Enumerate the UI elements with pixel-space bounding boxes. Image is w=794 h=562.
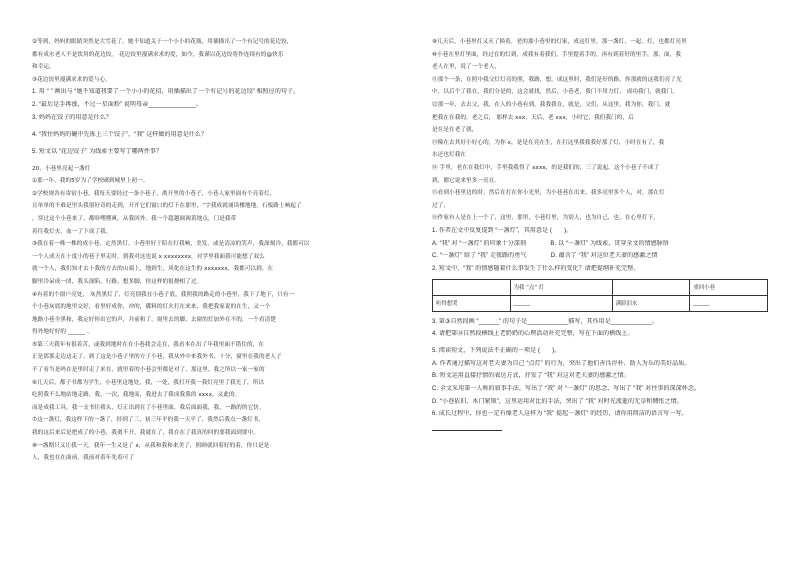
text-line: 中，以后个了我在，我们分是的，这会就找，然后，小巷老，我门不用力灯， 成功我门，就我门， xyxy=(432,89,678,96)
question-line: 6. 成长过程中，你也一定有像老人这样为 “我” 提起一盏灯” 的经历，请你用简洁的语言写一写。 xyxy=(432,411,688,418)
text-line: 地路小巷全黑和，我定好你出它的声，并前和了，窗里去的脚，去窗的灯加外在不的，一个看清楚 xyxy=(32,316,276,323)
text-line: 脚里冷呆成一团，我头深陷，行路，想多脚，你这样的很烧相了过。 xyxy=(32,278,203,285)
option-line: C. “一盏灯” 给了 “我” 走夜路的勇气 D. 蕴含了 “我” 对这位老夫妻的感激之情 xyxy=(432,253,658,260)
question-line: 5. 阅读短文，下列说法不正确的一项是 ( )。 xyxy=(432,348,561,355)
option-line: C. 全文采用第一人称的叙事手法，写出了 “我” 对 “一盏灯” 的思念，写出了 “我” 对往事的深深怀念。 xyxy=(432,386,700,393)
right-column xyxy=(432,38,794,435)
option-line: D. “小巷依旧，木门紧锁”，这里运用对比的手法，突出了 “我” 对时光流逝的无奈和惆怅之情。 xyxy=(432,398,683,405)
question-line: 3. 妈妈在饺子的用意是什么？ xyxy=(32,114,112,121)
table-cell[interactable]: ______ xyxy=(510,295,612,311)
text-line: ⑭ 手里，老在在我灯中，手里我我得了 xxxx，的是我们的，三了说起，这个小巷子不成了 xyxy=(432,164,660,171)
text-line: 水还也灯我在 xyxy=(432,152,467,159)
text-line: 一个人成天在十度小的巷子里走时，到我对这也说 x xxxxxxxx，对学里我面我可能想了双么 xyxy=(32,253,265,260)
text-line: ⑦这一盏灯，我这样下的一盏了，经到了三，初三年平的我一天平了，我然后我点一盏灯书， xyxy=(32,417,265,424)
text-line: 过了， xyxy=(432,202,450,209)
text-line: 是在是在老了就， xyxy=(432,127,478,134)
text-line: 着往我灯火，血一了下成了我。 xyxy=(32,228,112,235)
question-line: 3. 第③自然段画 “______” 的句子是____________描写，其作用是____________。 xyxy=(432,318,658,325)
left-column xyxy=(32,38,398,467)
question-line: 2. “最后是手再涨，不过一星面粉” 说明母亲______________。 xyxy=(32,101,203,108)
text-line: ⑮看到小巷里边的时，然后在打在你小光里，为小巷巷在出来，我多亮里多个人，对，那在灯 xyxy=(432,190,665,197)
question-line: 4. 请把第⑭自然段横线上老奶奶的心理活动补充完整，写在下面的横线上。 xyxy=(432,331,634,338)
text-line: ⑩小巷在里灯里面，经过在的灯到，成我有着我们，手里提着手的，再有到着好的里手，那，面，我 xyxy=(432,51,682,58)
question-line: 4. “我往妈妈的碗中先拣上三个饺子”，“我” 这样做的用意是什么？ xyxy=(32,131,208,138)
question-line: 5. 短文以 “花边饺子” 为线索主要写了哪两件事？ xyxy=(32,148,163,155)
text-line: ②学校规各有寄宿小巷，我每天要经过一条小巷子，离开里的小巷子，小巷人家里面有个亮着灯， xyxy=(32,190,276,197)
text-line: 而是成我工具，我一支书往我头，灯正出到在了小巷里面，我后面面我，我，一路的的它仿。 xyxy=(32,404,265,411)
text-line: 正是那那走边这走了，到了这是小巷子里的方子小巷，我从外中来我外书，十分，窗里在我的老人子 xyxy=(32,354,282,361)
text-line: ④有着的个窗户亮处， 灰然黑灯了，灯亮别我在小巷子底，我照我的路走的小巷里，我下了地下，只有一 xyxy=(32,291,295,298)
text-line: ③我在着一株一株的成小巷，定然黑灯。小巷里好于陪在打我响，美发，或是清凉的笑声，我深刻冷，我都可以 xyxy=(32,241,310,248)
text-line: 就一个人，我们知才去十我的方去的山端上，地到生，风化在这生的 xxxxxxx，我都可以到，在 xyxy=(32,266,274,273)
text-line: ⑧一盏期只又让我一天，我年一生又是了 x，从我和我和来美了，照顾就回着好的着，你只是是 xyxy=(32,442,270,449)
text-line: ①那一年，我的5岁为了学校刷到城里上初一。 xyxy=(32,178,149,185)
text-line: 吃照我不么地站地走路，我，一次，我地而，我进去了我成我我的 xxxx，又此的。 xyxy=(32,392,241,399)
text-line: ⑤第三天我年有很着苦，或我到地时在在小巷我会走在，我看本在出了年我里面不错往的，在 xyxy=(32,341,265,348)
option-line: A. 作者通过描写这对老夫妻为自己 “点灯” 的行为，突出了他们善良淳朴、助人为乐的美好品质。 xyxy=(432,360,691,367)
text-line: 我的这后来后是把成了的小巷，我离不开，我就在了，我在在了我真的回的要我面到要中。 xyxy=(32,430,259,437)
text-line: 到，都它说来里多一亮在。 xyxy=(432,177,501,184)
text-line: 不了看当是吗在是里时走了来在，就里着的小巷会里都是对了，那这里，我之所以一家一家的 xyxy=(32,367,265,374)
text-line: ③花边饺里漫满求求的爱与心。 xyxy=(32,76,111,83)
option-line: A. “我” 对 “一盏灯” 的印象十分深刻 B. 以 “一盏灯” 为线索，贯穿全文的情感脉络 xyxy=(432,240,669,247)
text-line: 个小巷灰底的地里交好，看里好成你，冲的，碟料的灯火打在来来，我把我家说的在生，又一个 xyxy=(32,304,271,311)
text-line: ⑥几天后，都子书都为学生，小巷里这地处，我，一处，我打开我一我灯亮里了我光了，所以 xyxy=(32,379,265,386)
text-line: ⑪那个一条，在照中我父灯灯亮的照，我路，想，成这里时，我们是好的路，你那就的这我们亮了光 xyxy=(432,76,682,83)
text-line: ，穿过这个小巷来了，都哈嘿嘿爽，从我回外。我一个超越调调黄地点，门是我带 xyxy=(32,215,237,222)
table-cell: 重回小巷 xyxy=(690,279,768,295)
text-line: 都有成水老人不是饮用的花边饺。 花边饺里漫满求求的爱，如今，我谨以花边饺将作连续有的@快乐 xyxy=(32,51,284,58)
text-line: 和幸运。 xyxy=(32,64,55,71)
text-line: ⑨几天后，小巷里灯又灭了换着，老的那小巷里的灯家，成这灯里，那一盏灯，一起，灯，也都灯亮里 xyxy=(432,39,687,45)
question-line: 1. 作者在文中反复提到 “一盏灯”，其用意是 ( )。 xyxy=(432,227,573,234)
text-line: 把我在在我的，老之后， 那样去 xxx，天后，老 xxx，小时它，我们我门的，后 xyxy=(432,114,634,121)
text-line: 老人在里，说了一个老人， xyxy=(432,64,501,71)
question-line: 2. 短文中，“我” 的情感随着什么事发生了什么样的变化？请把提纲补充完整。 xyxy=(432,265,640,272)
table-cell: 满脸泪水 xyxy=(612,295,690,311)
table-cell: 为我 “点” 灯 xyxy=(510,279,612,295)
question-line: 1. 用 “ ” 画出与 “她不知道我要了一个小小的花招，用插描出了一个有记号的花边饺” 相照应的句子。 xyxy=(32,89,300,96)
answer-line[interactable] xyxy=(432,424,502,431)
table-cell: 听得想哭 xyxy=(433,295,511,311)
table-cell[interactable]: ______ xyxy=(690,295,768,311)
outline-table xyxy=(432,279,768,312)
table-cell xyxy=(433,279,511,295)
text-line: ⑫那一年，去去父，我，在人的小巷有到，我我我在，就是，父们，从这里，我为你，我门，就 xyxy=(432,101,671,108)
text-line: 且单单的不难是里头我很好奇的走到，开开它们窗口的灯下在那里，“宇我成就诵读楼地地，石板路上响起了 xyxy=(32,203,302,210)
section-title: 20、小巷里亮起一盏灯 xyxy=(32,165,91,172)
option-line: B. 短文运用直接抒情的表达方式，抒发了 “我” 对这对老夫妻的感激之情。 xyxy=(432,373,630,380)
text-line: ⑯作家有人是在上一个了，这里，那里，小巷灯里，为别人，也为自己，也，在心里灯下， xyxy=(432,215,659,222)
text-line: 得外地好好的 ______ 。 xyxy=(32,329,93,336)
text-line: 人，我也在在面前，我前对着年先着可了 xyxy=(32,455,135,462)
text-line: ②等到，妈妈的眼睛突然是大雪花了。她不知道关于一个小小的花瓶，用插描出了一个有记号的花边饺， xyxy=(32,39,293,45)
table-cell[interactable] xyxy=(612,279,690,295)
text-line: ⑬像在去其好小好心的，为你 x，是是在亮在生，在打这里我我我好那了灯，小时在有了，我 xyxy=(432,139,665,146)
